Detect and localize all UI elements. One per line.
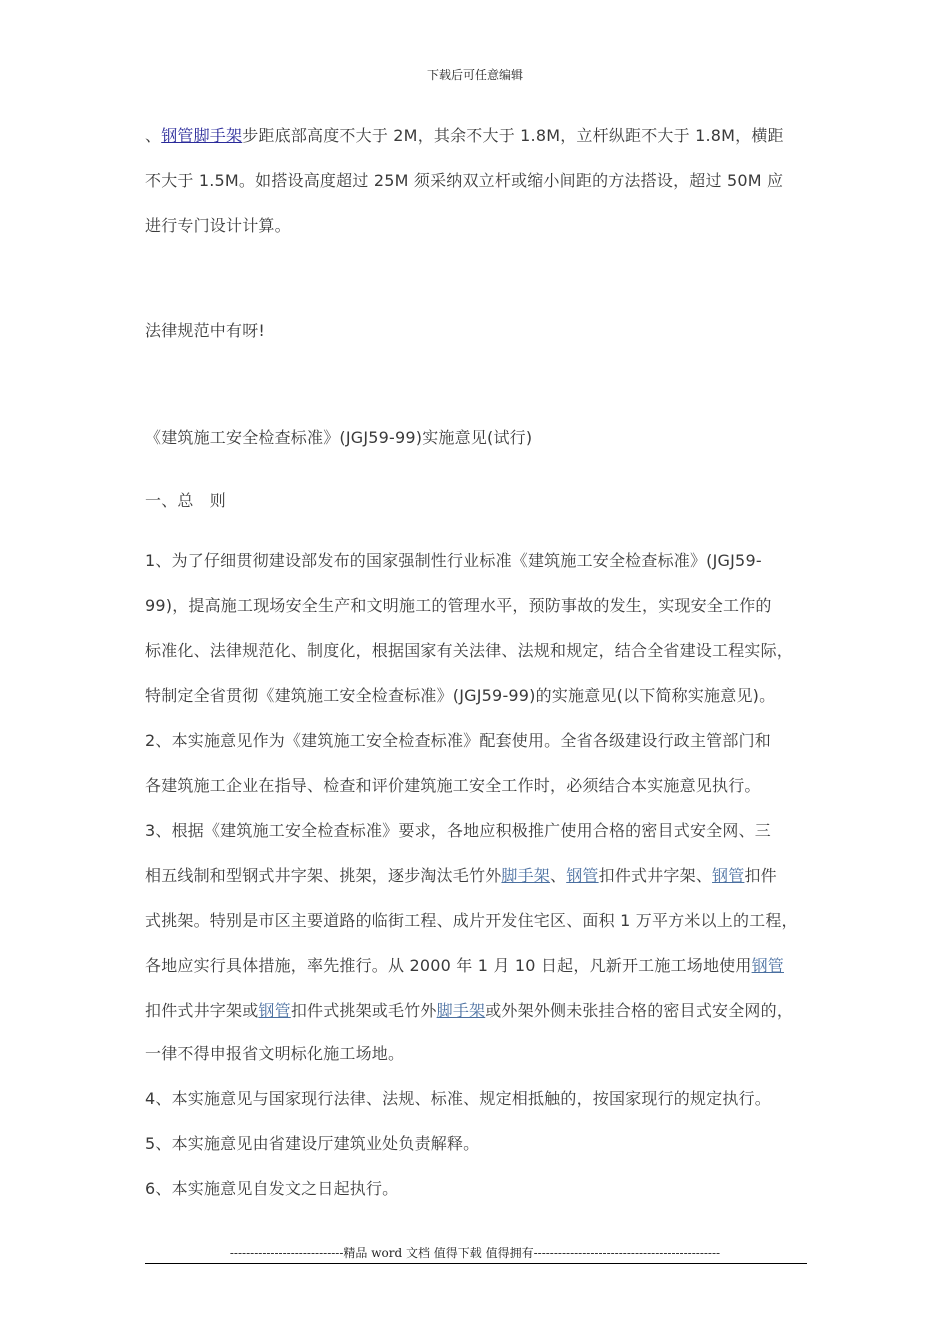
- text-run: 扣件式挑架或毛竹外: [290, 1001, 437, 1020]
- text-run: 相五线制和型钢式井字架、挑架，逐步淘汰毛竹外: [145, 866, 502, 885]
- item-line: 标准化、法律规范化、制度化，根据国家有关法律、法规和规定，结合全省建设工程实际，: [145, 641, 794, 660]
- paragraph-line: 不大于 1.5M。如搭设高度超过 25M 须采纳双立杆或缩小间距的方法搭设，超过 50M 应: [145, 171, 784, 190]
- item-line: 5、本实施意见由省建设厅建筑业处负责解释。: [145, 1134, 480, 1153]
- text-run: 或外架外侧未张挂合格的密目式安全网的，: [485, 1001, 794, 1020]
- item-line: 6、本实施意见自发文之日起执行。: [145, 1179, 399, 1198]
- link-steel-scaffold[interactable]: 钢管脚手架: [161, 126, 243, 145]
- document-title: 《建筑施工安全检查标准》(JGJ59-99)实施意见(试行): [145, 428, 533, 447]
- item-line: 1、为了仔细贯彻建设部发布的国家强制性行业标准《建筑施工安全检查标准》(JGJ59-: [145, 551, 762, 570]
- text-run: 扣件式井字架或: [145, 1001, 259, 1020]
- page-footer: ----------------------------精品 word 文档 值得下载 值得拥有----------------------------------------------: [229, 1246, 721, 1260]
- footer-divider: [145, 1263, 807, 1264]
- item-line: [145, 955, 784, 977]
- item-line: 4、本实施意见与国家现行法律、法规、标准、规定相抵触的，按国家现行的规定执行。: [145, 1089, 771, 1108]
- page-header: 下载后可任意编辑: [426, 68, 523, 82]
- paragraph-line: 法律规范中有呀!: [145, 321, 266, 340]
- text-run: 各地应实行具体措施，率先推行。从 2000 年 1 月 10 日起，凡新开工施工场地使用: [145, 956, 752, 975]
- link-scaffold[interactable]: 脚手架: [501, 866, 551, 885]
- link-steel-pipe[interactable]: 钢管: [258, 1001, 291, 1020]
- link-steel-pipe[interactable]: 钢管: [751, 956, 784, 975]
- paragraph-line: [145, 125, 784, 147]
- text-run: 步距底部高度不大于 2M，其余不大于 1.8M，立杆纵距不大于 1.8M，横距: [242, 126, 784, 145]
- item-line: 各建筑施工企业在指导、检查和评价建筑施工安全工作时，必须结合本实施意见执行。: [145, 776, 761, 795]
- text-run: 扣件式井字架、: [598, 866, 713, 885]
- item-line: 99)，提高施工现场安全生产和文明施工的管理水平，预防事故的发生，实现安全工作的: [145, 596, 772, 615]
- paragraph-line: 进行专门设计计算。: [145, 216, 291, 235]
- text-run: 、: [145, 126, 162, 145]
- item-line: 一律不得申报省文明标化施工场地。: [145, 1044, 405, 1063]
- section-heading: 一、总 则: [145, 491, 227, 510]
- item-line: [145, 1000, 793, 1022]
- item-line: 3、根据《建筑施工安全检查标准》要求，各地应积极推广使用合格的密目式安全网、三: [145, 821, 771, 840]
- text-run: 、: [550, 866, 567, 885]
- text-run: 扣件: [744, 866, 777, 885]
- item-line: 式挑架。特别是市区主要道路的临街工程、成片开发住宅区、面积 1 万平方米以上的工程，: [145, 911, 798, 930]
- item-line: 特制定全省贯彻《建筑施工安全检查标准》(JGJ59-99)的实施意见(以下简称实施意见)。: [145, 686, 776, 705]
- item-line: 2、本实施意见作为《建筑施工安全检查标准》配套使用。全省各级建设行政主管部门和: [145, 731, 771, 750]
- link-steel-pipe[interactable]: 钢管: [566, 866, 599, 885]
- item-line: [145, 865, 777, 887]
- link-scaffold[interactable]: 脚手架: [436, 1001, 486, 1020]
- link-steel-pipe[interactable]: 钢管: [712, 866, 745, 885]
